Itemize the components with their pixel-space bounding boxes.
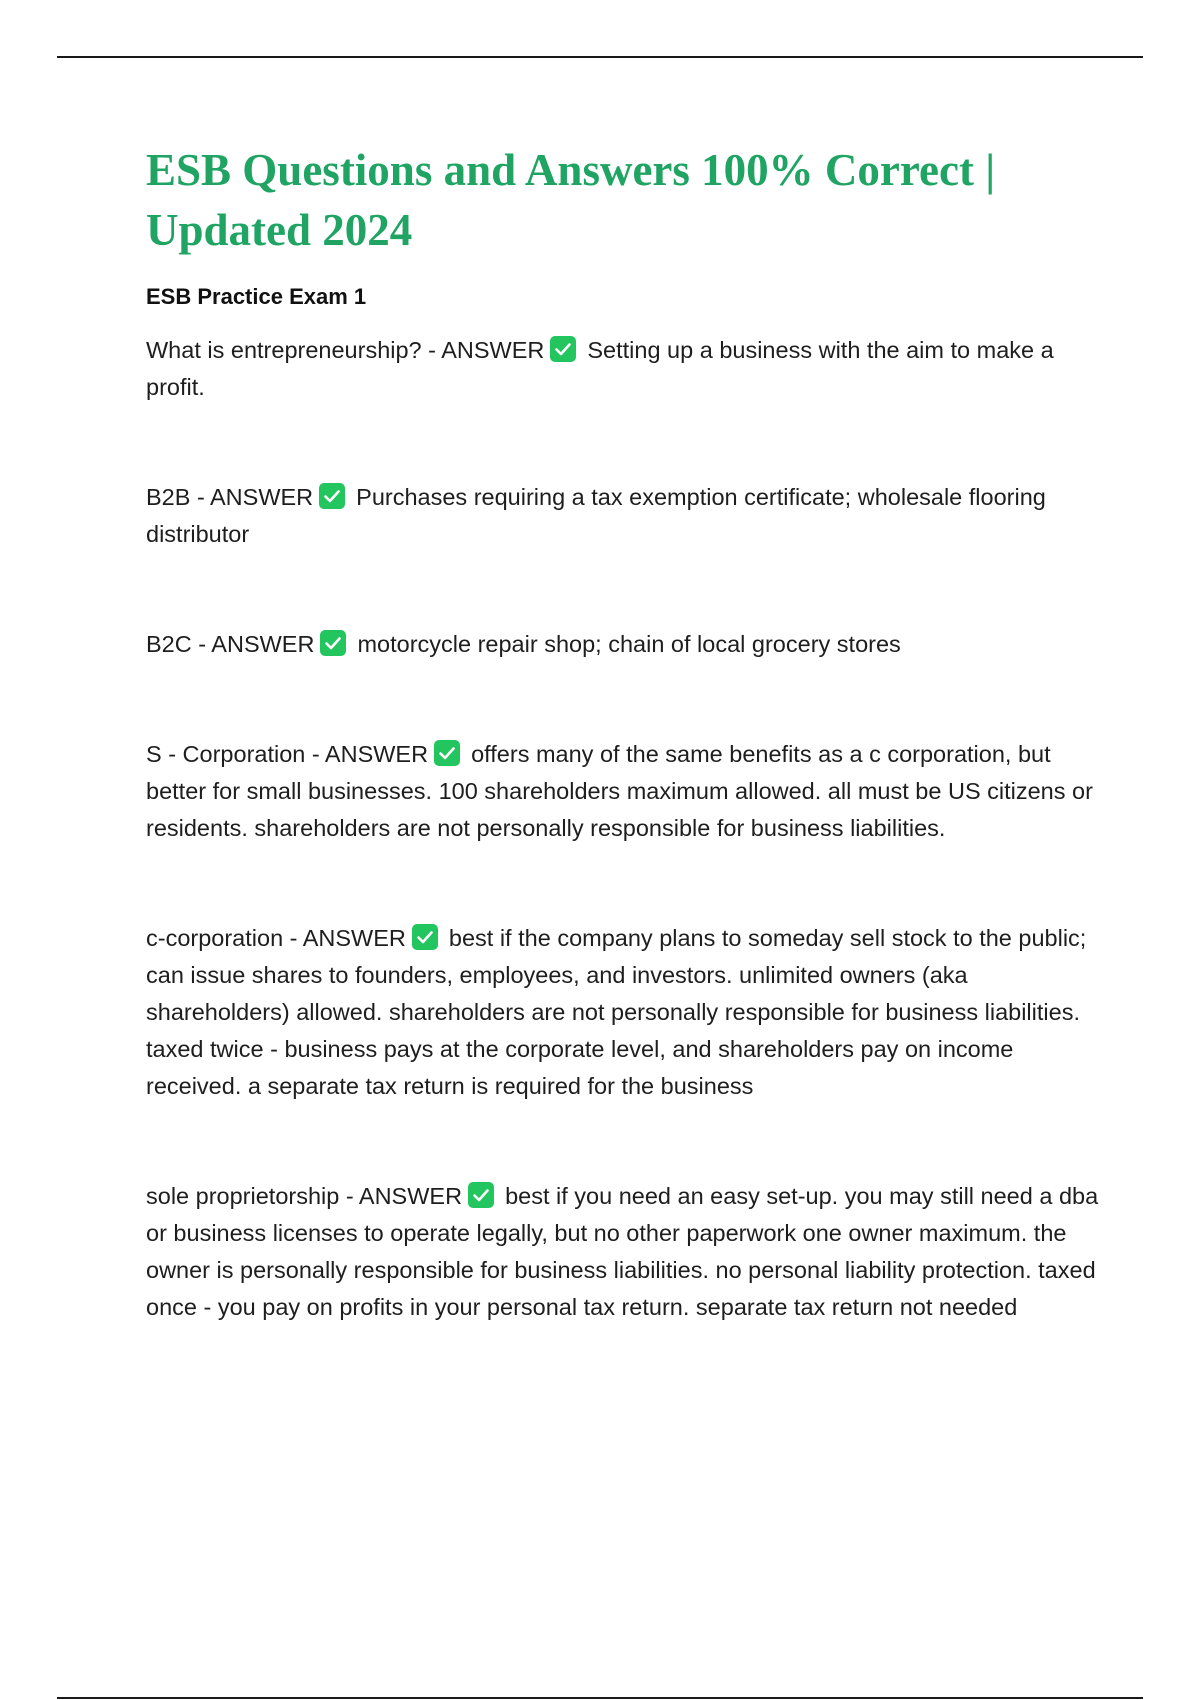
qa-answer: offers many of the same benefits as a c corporation, but better for small businesses. 100 shareholders maximum allowed. all must be US citizens or residents. shareholders are not personally responsible for business liabilities. — [146, 741, 1093, 841]
qa-term: c-corporation - ANSWER — [146, 925, 406, 951]
qa-item — [146, 920, 1101, 1105]
checkmark-icon — [412, 924, 438, 950]
exam-subtitle: ESB Practice Exam 1 — [146, 284, 367, 309]
checkmark-icon — [320, 630, 346, 656]
qa-term: B2B - ANSWER — [146, 484, 314, 510]
qa-answer: Purchases requiring a tax exemption certificate; wholesale flooring distributor — [146, 484, 1046, 547]
checkmark-icon — [468, 1182, 494, 1208]
qa-item — [146, 626, 1101, 663]
qa-term: sole proprietorship - ANSWER — [146, 1183, 463, 1209]
qa-list — [146, 332, 1101, 1326]
checkmark-icon — [550, 336, 576, 362]
qa-term: What is entrepreneurship? - ANSWER — [146, 337, 545, 363]
qa-term: B2C - ANSWER — [146, 631, 315, 657]
checkmark-icon — [434, 740, 460, 766]
document-body — [146, 140, 1101, 1326]
checkmark-icon — [319, 483, 345, 509]
top-rule — [57, 56, 1143, 58]
qa-item — [146, 332, 1101, 406]
qa-item — [146, 1178, 1101, 1326]
qa-answer: best if you need an easy set-up. you may still need a dba or business licenses to operate legally, but no other paperwork one owner maximum. the owner is personally responsible for business liabilities. no personal liability protection. taxed once - you pay on profits in your personal tax return. separate tax return not needed — [146, 1183, 1099, 1320]
qa-item — [146, 736, 1101, 847]
qa-term: S - Corporation - ANSWER — [146, 741, 429, 767]
qa-item — [146, 479, 1101, 553]
qa-answer: motorcycle repair shop; chain of local grocery stores — [357, 631, 901, 657]
bottom-rule — [57, 1697, 1143, 1699]
qa-answer: best if the company plans to someday sell stock to the public; can issue shares to founders, employees, and investors. unlimited owners (aka shareholders) allowed. shareholders are not personally responsible for business liabilities. taxed twice - business pays at the corporate level, and shareholders pay on income received. a separate tax return is required for the business — [146, 925, 1087, 1099]
qa-answer: Setting up a business with the aim to make a profit. — [146, 337, 1054, 400]
document-title: ESB Questions and Answers 100% Correct | Updated 2024 — [146, 145, 996, 255]
